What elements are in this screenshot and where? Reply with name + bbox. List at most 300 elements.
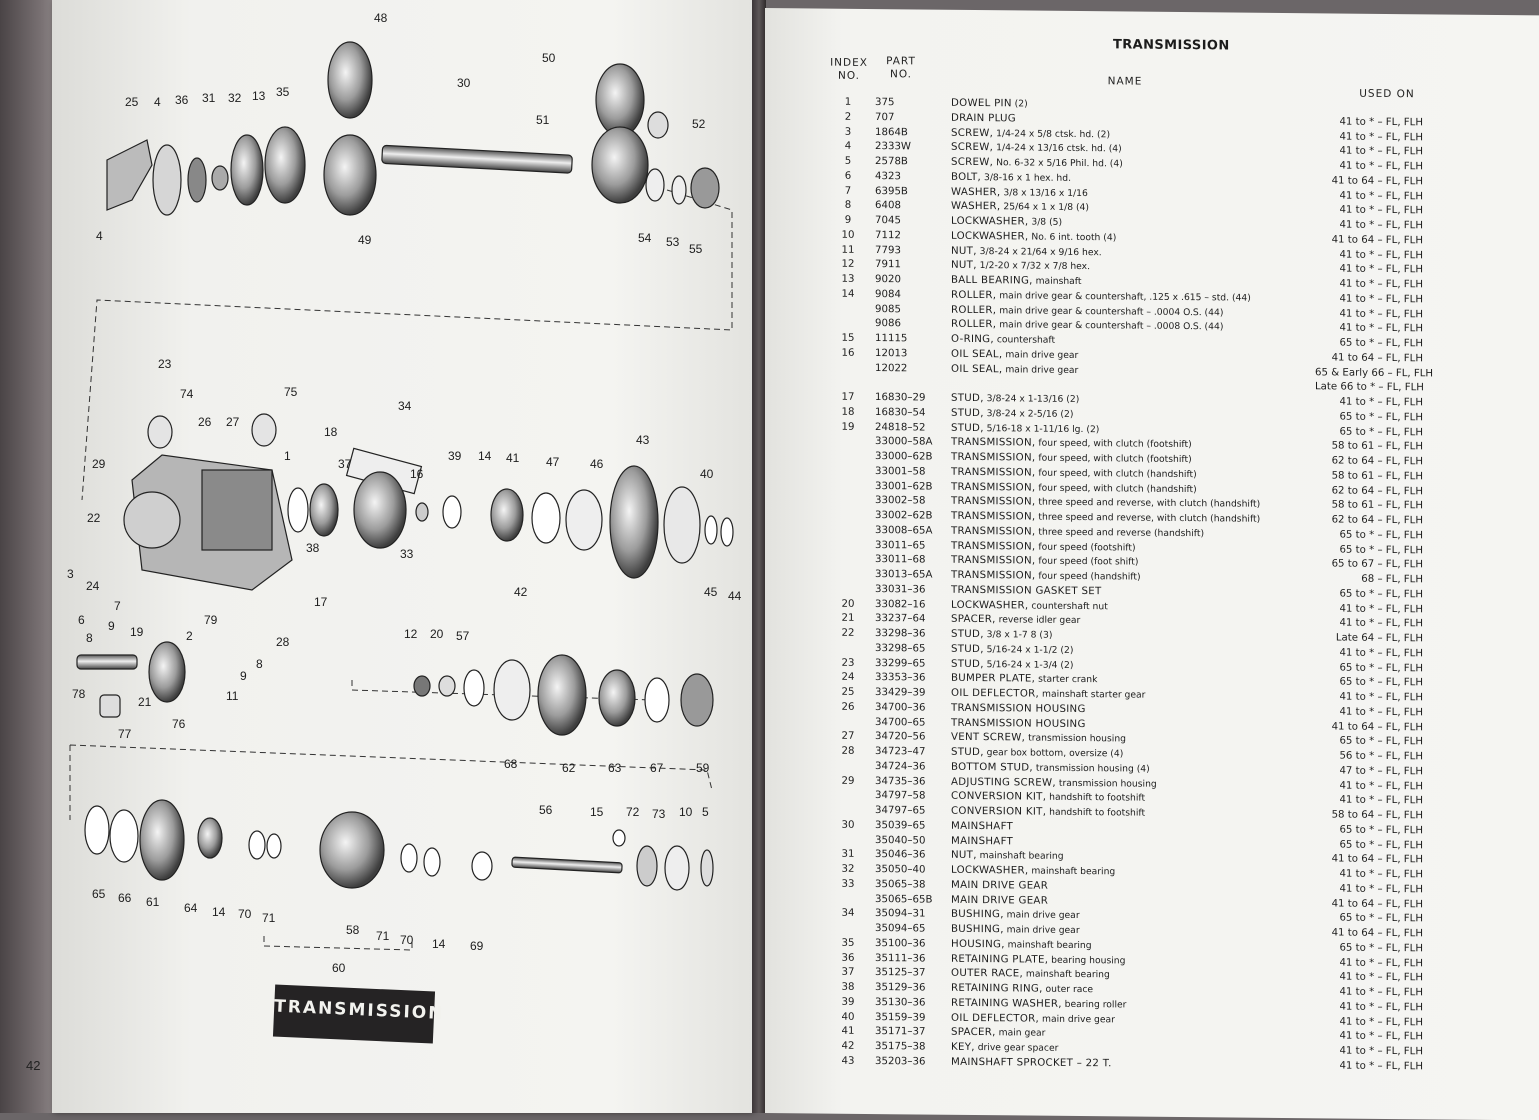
part-number: 9084 — [875, 289, 965, 301]
part-name-detail: 3/8 x 1-7 8 (3) — [984, 629, 1053, 641]
index-number: 29 — [833, 775, 863, 786]
index-number: 15 — [833, 333, 863, 344]
part-name-detail: bearing roller — [1062, 999, 1127, 1011]
part-number: 2333W — [875, 141, 965, 153]
part-name-detail: main drive gear — [1004, 924, 1080, 936]
index-number: 11 — [833, 244, 863, 255]
svg-text:45: 45 — [704, 585, 718, 599]
used-on: 41 to * – FL, FLH — [1315, 264, 1423, 276]
svg-text:71: 71 — [262, 911, 276, 925]
header-name: NAME — [1095, 75, 1155, 89]
used-on: 65 to * – FL, FLH — [1315, 529, 1423, 541]
part-number: 35171–37 — [875, 1026, 965, 1038]
svg-text:3: 3 — [67, 567, 74, 581]
part-name-detail: mainshaft starter gear — [1039, 689, 1145, 701]
part-name-title: OIL SEAL, — [951, 363, 1002, 374]
part-name-title: SPACER, — [951, 614, 996, 625]
index-number: 30 — [833, 819, 863, 830]
svg-text:54: 54 — [638, 231, 652, 245]
used-on: 65 & Early 66 – FL, FLH — [1315, 367, 1423, 379]
used-on: 65 to * – FL, FLH — [1315, 677, 1423, 689]
svg-text:9: 9 — [240, 669, 247, 683]
part-name-title: ROLLER, — [951, 304, 996, 315]
part-name-detail: four speed (footshift) — [1035, 541, 1135, 553]
svg-text:78: 78 — [72, 687, 86, 701]
right-page — [765, 8, 1539, 1120]
index-number: 34 — [833, 908, 863, 919]
part-number: 35094–65 — [875, 923, 965, 935]
part-name-title: SCREW, — [951, 142, 993, 153]
svg-text:52: 52 — [692, 117, 706, 131]
part-name-title: SCREW, — [951, 127, 993, 138]
part-number: 375 — [875, 97, 965, 109]
index-number: 43 — [833, 1055, 863, 1066]
header-index: INDEX NO. — [827, 57, 871, 83]
part-name-title: BOTTOM STUD, — [951, 762, 1033, 774]
part-name-detail: transmission housing — [1056, 777, 1157, 789]
part-number: 4323 — [875, 171, 965, 183]
part-name-title: NUT, — [951, 245, 977, 256]
index-number: 37 — [833, 967, 863, 978]
index-number: 33 — [833, 878, 863, 889]
svg-text:16: 16 — [410, 467, 424, 481]
part-number: 33031–36 — [875, 584, 965, 596]
part-name-title: MAINSHAFT SPROCKET – 22 T. — [951, 1057, 1112, 1070]
svg-text:8: 8 — [86, 631, 93, 645]
used-on: 41 to 64 – FL, FLH — [1315, 927, 1423, 939]
svg-text:77: 77 — [118, 727, 132, 741]
part-name-title: SPACER, — [951, 1027, 996, 1038]
svg-text:49: 49 — [358, 233, 372, 247]
part-name-detail: four speed, with clutch (footshift) — [1035, 453, 1191, 465]
svg-text:15: 15 — [590, 805, 604, 819]
index-number: 27 — [833, 731, 863, 742]
used-on: 41 to * – FL, FLH — [1315, 986, 1423, 998]
part-name-detail: transmission housing — [1025, 733, 1126, 745]
svg-text:68: 68 — [504, 757, 518, 771]
used-on: 41 to * – FL, FLH — [1315, 249, 1423, 261]
part-name-detail: four speed, with clutch (handshift) — [1035, 482, 1196, 495]
part-number: 7911 — [875, 259, 965, 271]
svg-text:21: 21 — [138, 695, 152, 709]
part-name-title: OIL SEAL, — [951, 349, 1002, 360]
svg-text:9: 9 — [108, 619, 115, 633]
used-on: 65 to * – FL, FLH — [1315, 337, 1423, 349]
svg-text:69: 69 — [470, 939, 484, 953]
part-number: 35046–36 — [875, 849, 965, 861]
svg-text:72: 72 — [626, 805, 640, 819]
part-name-title: VENT SCREW, — [951, 732, 1025, 744]
part-name-title: SCREW, — [951, 157, 993, 168]
part-number: 9085 — [875, 304, 965, 316]
part-name-detail: bearing housing — [1048, 954, 1125, 966]
part-name-title: TRANSMISSION, — [951, 481, 1035, 493]
part-name-title: ADJUSTING SCREW, — [951, 776, 1056, 788]
part-number: 33011–68 — [875, 554, 965, 566]
svg-text:44: 44 — [728, 589, 742, 603]
header-used-on: USED ON — [1337, 87, 1437, 101]
used-on: 62 to 64 – FL, FLH — [1315, 514, 1423, 526]
book-gutter — [752, 0, 766, 1113]
index-number: 14 — [833, 288, 863, 299]
svg-text:5: 5 — [702, 805, 709, 819]
parts-list-title: TRANSMISSION — [1113, 37, 1230, 53]
part-name-detail: four speed (handshift) — [1035, 571, 1140, 583]
index-number: 36 — [833, 952, 863, 963]
svg-text:11: 11 — [226, 689, 239, 703]
part-name-title: HOUSING, — [951, 939, 1005, 951]
part-name-detail: 3/8 (5) — [1028, 217, 1062, 228]
part-number: 33011–65 — [875, 540, 965, 552]
index-number: 2 — [833, 111, 863, 122]
svg-text:47: 47 — [546, 455, 560, 469]
svg-text:75: 75 — [284, 385, 298, 399]
svg-text:50: 50 — [542, 51, 556, 65]
part-name-title: LOCKWASHER, — [951, 231, 1028, 243]
part-name-detail: main drive gear & countershaft – .0004 O.S. (44) — [996, 305, 1223, 318]
part-name — [951, 98, 1371, 113]
part-name-title: LOCKWASHER, — [951, 216, 1028, 228]
used-on: Late 66 to * – FL, FLH — [1315, 382, 1423, 394]
used-on: 41 to * – FL, FLH — [1315, 691, 1423, 703]
part-name-title: O-RING, — [951, 334, 994, 345]
used-on: 65 to * – FL, FLH — [1315, 662, 1423, 674]
used-on: 41 to * – FL, FLH — [1315, 647, 1423, 659]
part-name-title: WASHER, — [951, 201, 1000, 212]
part-number: 1864B — [875, 127, 965, 139]
part-name-title: TRANSMISSION, — [951, 452, 1035, 464]
used-on: 62 to 64 – FL, FLH — [1315, 455, 1423, 467]
svg-text:6: 6 — [78, 613, 85, 627]
used-on: 65 to * – FL, FLH — [1315, 913, 1423, 925]
used-on: 41 to * – FL, FLH — [1315, 780, 1423, 792]
used-on: 58 to 64 – FL, FLH — [1315, 809, 1423, 821]
index-number: 38 — [833, 982, 863, 993]
used-on: 41 to * – FL, FLH — [1315, 883, 1423, 895]
parts-table — [765, 8, 1539, 15]
part-name-detail: 3/8-24 x 1-13/16 (2) — [984, 393, 1080, 405]
used-on: 41 to * – FL, FLH — [1315, 205, 1423, 217]
part-number: 34735–36 — [875, 776, 965, 788]
index-number: 42 — [833, 1041, 863, 1052]
svg-text:48: 48 — [374, 11, 388, 25]
part-number: 35125–37 — [875, 967, 965, 979]
part-number: 35175–38 — [875, 1041, 965, 1053]
used-on: 41 to 64 – FL, FLH — [1315, 234, 1423, 246]
part-name-detail: handshift to footshift — [1046, 807, 1145, 819]
index-number: 23 — [833, 657, 863, 668]
part-number: 34723–47 — [875, 746, 965, 758]
part-name-detail: gear box bottom, oversize (4) — [984, 747, 1124, 759]
part-number: 33008–65A — [875, 525, 965, 537]
svg-text:51: 51 — [536, 113, 550, 127]
part-name-title: STUD, — [951, 422, 984, 433]
part-name-title: BOLT, — [951, 172, 981, 183]
used-on: 41 to * – FL, FLH — [1315, 972, 1423, 984]
part-name-title: TRANSMISSION HOUSING — [951, 717, 1086, 729]
used-on: 41 to * – FL, FLH — [1315, 868, 1423, 880]
part-name-detail: three speed and reverse, with clutch (handshift) — [1035, 497, 1260, 510]
svg-text:29: 29 — [92, 457, 106, 471]
part-name-title: LOCKWASHER, — [951, 865, 1028, 877]
used-on: 65 to * – FL, FLH — [1315, 824, 1423, 836]
part-name-detail: mainshaft bearing — [977, 850, 1064, 862]
index-number: 7 — [833, 185, 863, 196]
svg-text:14: 14 — [212, 905, 226, 919]
part-name-title: CONVERSION KIT, — [951, 791, 1046, 803]
index-number: 17 — [833, 392, 863, 403]
svg-text:37: 37 — [338, 457, 352, 471]
used-on: 41 to * – FL, FLH — [1315, 1016, 1423, 1028]
part-name-detail: No. 6 int. tooth (4) — [1028, 231, 1116, 243]
header-part: PART NO. — [877, 55, 925, 81]
svg-text:74: 74 — [180, 387, 194, 401]
part-name-title: BUMPER PLATE, — [951, 673, 1035, 685]
svg-text:79: 79 — [204, 613, 218, 627]
part-name-detail: transmission housing (4) — [1033, 762, 1150, 774]
part-name-title: MAIN DRIVE GEAR — [951, 880, 1048, 892]
part-number: 7112 — [875, 230, 965, 242]
part-number: 35040–50 — [875, 835, 965, 847]
part-name-title: MAINSHAFT — [951, 835, 1013, 847]
part-name-title: TRANSMISSION, — [951, 540, 1035, 552]
index-number: 26 — [833, 701, 863, 712]
part-number: 35100–36 — [875, 938, 965, 950]
part-number: 33353–36 — [875, 672, 965, 684]
svg-text:14: 14 — [478, 449, 492, 463]
part-name-title: STUD, — [951, 747, 984, 758]
part-number: 7045 — [875, 215, 965, 227]
used-on: 65 to * – FL, FLH — [1315, 411, 1423, 423]
svg-text:17: 17 — [314, 595, 328, 609]
svg-text:67: 67 — [650, 761, 664, 775]
svg-text:71: 71 — [376, 929, 390, 943]
used-on: 41 to * – FL, FLH — [1315, 131, 1423, 143]
part-name-title: STUD, — [951, 408, 984, 419]
used-on: 58 to 61 – FL, FLH — [1315, 500, 1423, 512]
svg-text:24: 24 — [86, 579, 100, 593]
used-on: 41 to * – FL, FLH — [1315, 795, 1423, 807]
part-name-detail: mainshaft bearing — [1023, 969, 1110, 981]
svg-text:66: 66 — [118, 891, 132, 905]
used-on: 65 to * – FL, FLH — [1315, 426, 1423, 438]
part-number: 35050–40 — [875, 864, 965, 876]
part-name-title: TRANSMISSION HOUSING — [951, 703, 1086, 715]
index-number: 1 — [833, 97, 863, 108]
part-name-title: TRANSMISSION, — [951, 570, 1035, 582]
used-on: 65 to 67 – FL, FLH — [1315, 559, 1423, 571]
index-number: 35 — [833, 937, 863, 948]
used-on: 41 to * – FL, FLH — [1315, 323, 1423, 335]
part-name-title: TRANSMISSION GASKET SET — [951, 585, 1102, 597]
part-name-title: TRANSMISSION, — [951, 555, 1035, 567]
part-name-detail: 1/4-24 x 13/16 ctsk. hd. (4) — [993, 142, 1122, 154]
part-name-title: RETAINING WASHER, — [951, 998, 1062, 1010]
part-name-title: MAINSHAFT — [951, 821, 1013, 833]
part-name-detail: mainshaft — [1033, 276, 1082, 287]
svg-text:28: 28 — [276, 635, 290, 649]
part-number: 34700–65 — [875, 717, 965, 729]
index-number: 9 — [833, 215, 863, 226]
part-name-detail: 3/8-16 x 1 hex. hd. — [981, 172, 1071, 184]
part-name-detail: outer race — [1043, 984, 1093, 995]
part-name-title: DRAIN PLUG — [951, 113, 1016, 125]
part-name-title: STUD, — [951, 629, 984, 640]
used-on: 41 to * – FL, FLH — [1315, 1001, 1423, 1013]
part-name-detail: four speed, with clutch (footshift) — [1035, 438, 1191, 450]
part-name-title: LOCKWASHER, — [951, 599, 1028, 611]
svg-text:70: 70 — [238, 907, 252, 921]
svg-text:59: 59 — [696, 761, 710, 775]
caption-text: TRANSMISSION — [274, 997, 435, 1024]
index-number: 8 — [833, 200, 863, 211]
svg-text:30: 30 — [457, 76, 471, 90]
index-number: 19 — [833, 421, 863, 432]
svg-text:27: 27 — [226, 415, 240, 429]
used-on: 41 to * – FL, FLH — [1315, 1045, 1423, 1057]
used-on: 56 to * – FL, FLH — [1315, 750, 1423, 762]
part-name-title: TRANSMISSION, — [951, 437, 1035, 449]
svg-text:61: 61 — [146, 895, 160, 909]
index-number: 25 — [833, 687, 863, 698]
used-on: 41 to * – FL, FLH — [1315, 219, 1423, 231]
index-number: 4 — [833, 141, 863, 152]
index-number: 21 — [833, 613, 863, 624]
svg-text:23: 23 — [158, 357, 172, 371]
part-number: 12013 — [875, 348, 965, 360]
part-number: 6408 — [875, 200, 965, 212]
svg-text:35: 35 — [276, 85, 290, 99]
part-name-detail: three speed and reverse (handshift) — [1035, 526, 1204, 539]
part-number: 6395B — [875, 186, 965, 198]
part-number: 33001–62B — [875, 481, 965, 493]
index-number: 31 — [833, 849, 863, 860]
svg-text:39: 39 — [448, 449, 462, 463]
used-on: 41 to 64 – FL, FLH — [1315, 721, 1423, 733]
used-on: 65 to * – FL, FLH — [1315, 839, 1423, 851]
used-on: 41 to * – FL, FLH — [1315, 1060, 1423, 1072]
index-number: 6 — [833, 170, 863, 181]
index-number: 28 — [833, 746, 863, 757]
used-on: 41 to 64 – FL, FLH — [1315, 175, 1423, 187]
part-number: 9086 — [875, 318, 965, 330]
part-name-detail: (2) — [1012, 98, 1028, 109]
index-number: 13 — [833, 274, 863, 285]
svg-text:65: 65 — [92, 887, 106, 901]
part-name-title: NUT, — [951, 850, 977, 861]
part-number: 33013–65A — [875, 569, 965, 581]
part-number: 35039–65 — [875, 820, 965, 832]
used-on: 41 to * – FL, FLH — [1315, 190, 1423, 202]
index-number: 20 — [833, 598, 863, 609]
part-name-detail: No. 6-32 x 5/16 Phil. hd. (4) — [993, 157, 1123, 169]
svg-text:20: 20 — [430, 627, 444, 641]
part-name-title: TRANSMISSION, — [951, 496, 1035, 508]
lower-assembly — [85, 800, 713, 890]
svg-text:70: 70 — [400, 933, 414, 947]
part-name-title: DOWEL PIN — [951, 98, 1012, 110]
part-name-detail: main gear — [996, 1027, 1046, 1038]
svg-text:60: 60 — [332, 961, 346, 975]
part-name-title: RETAINING PLATE, — [951, 953, 1048, 965]
middle-assembly — [77, 414, 733, 735]
svg-text:7: 7 — [114, 599, 121, 613]
used-on: Late 64 – FL, FLH — [1315, 632, 1423, 644]
diagram-caption — [273, 985, 435, 1044]
part-name-detail: 1/2-20 x 7/32 x 7/8 hex. — [977, 260, 1090, 272]
part-number: 33429–39 — [875, 687, 965, 699]
part-number: 35111–36 — [875, 953, 965, 965]
svg-text:38: 38 — [306, 541, 320, 555]
used-on: 41 to * – FL, FLH — [1315, 706, 1423, 718]
part-number: 34797–65 — [875, 805, 965, 817]
used-on: 41 to * – FL, FLH — [1315, 396, 1423, 408]
svg-text:41: 41 — [506, 451, 520, 465]
used-on: 68 – FL, FLH — [1315, 573, 1423, 585]
used-on: 47 to * – FL, FLH — [1315, 765, 1423, 777]
part-number: 33002–58 — [875, 495, 965, 507]
part-name-title: NUT, — [951, 260, 977, 271]
used-on: 41 to * – FL, FLH — [1315, 146, 1423, 158]
svg-text:55: 55 — [689, 242, 703, 256]
part-name-title: STUD, — [951, 658, 984, 669]
part-name-detail: mainshaft bearing — [1028, 866, 1115, 878]
svg-text:57: 57 — [456, 629, 470, 643]
index-number: 10 — [833, 229, 863, 240]
svg-text:26: 26 — [198, 415, 212, 429]
svg-text:33: 33 — [400, 547, 414, 561]
part-name-detail: reverse idler gear — [996, 614, 1081, 626]
part-name-detail: countershaft nut — [1028, 600, 1107, 612]
svg-text:36: 36 — [175, 93, 189, 107]
svg-text:34: 34 — [398, 399, 412, 413]
part-name-detail: main drive gear — [1002, 349, 1078, 361]
part-name-detail: four speed (foot shift) — [1035, 556, 1138, 568]
used-on: 58 to 61 – FL, FLH — [1315, 470, 1423, 482]
part-number: 33082–16 — [875, 599, 965, 611]
svg-text:43: 43 — [636, 433, 650, 447]
part-number: 12022 — [875, 363, 965, 375]
part-number: 16830–29 — [875, 392, 965, 404]
svg-text:14: 14 — [432, 937, 446, 951]
part-name-detail: main drive gear — [1004, 910, 1080, 922]
svg-text:1: 1 — [284, 449, 291, 463]
svg-text:31: 31 — [202, 91, 216, 105]
part-name-detail: 3/8 x 13/16 x 1/16 — [1000, 187, 1087, 199]
svg-text:13: 13 — [252, 89, 266, 103]
used-on: 41 to 64 – FL, FLH — [1315, 352, 1423, 364]
part-name-detail: 3/8-24 x 21/64 x 9/16 hex. — [977, 246, 1102, 258]
svg-text:2: 2 — [186, 629, 193, 643]
svg-text:25: 25 — [125, 95, 139, 109]
part-number: 33298–36 — [875, 628, 965, 640]
part-number: 34700–36 — [875, 702, 965, 714]
page-number: 42 — [26, 1058, 40, 1073]
part-number — [875, 377, 965, 378]
part-number: 35065–38 — [875, 879, 965, 891]
used-on: 58 to 61 – FL, FLH — [1315, 441, 1423, 453]
svg-text:18: 18 — [324, 425, 338, 439]
used-on: 41 to * – FL, FLH — [1315, 1031, 1423, 1043]
part-number: 33298–65 — [875, 643, 965, 655]
part-name-detail: countershaft — [994, 334, 1055, 346]
part-number: 35094–31 — [875, 908, 965, 920]
part-number: 24818–52 — [875, 422, 965, 434]
part-number: 2578B — [875, 156, 965, 168]
svg-text:76: 76 — [172, 717, 186, 731]
part-name-title: OUTER RACE, — [951, 968, 1023, 980]
used-on: 41 to * – FL, FLH — [1315, 957, 1423, 969]
